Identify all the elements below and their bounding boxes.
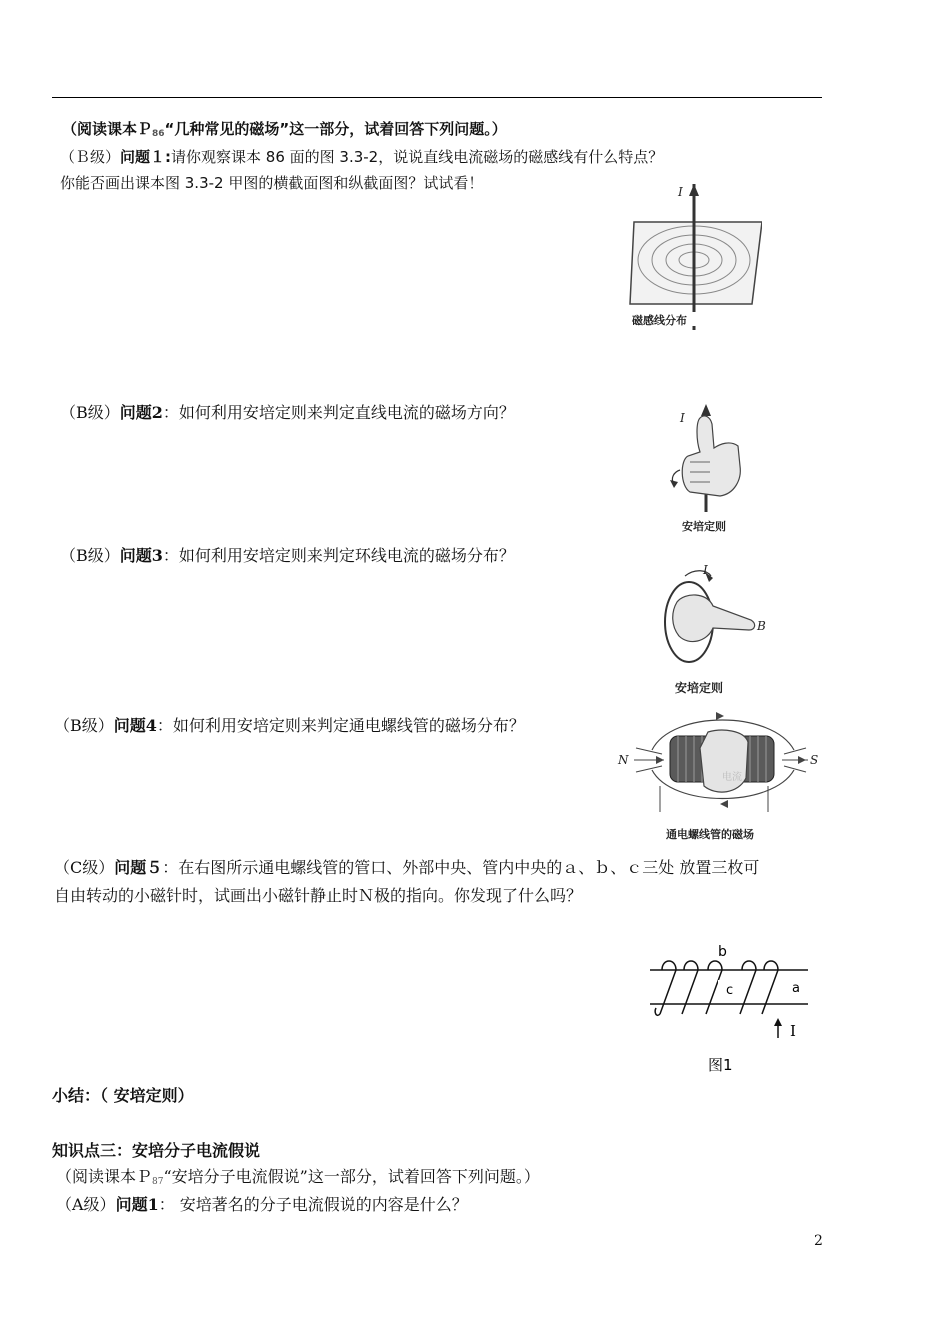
intro-post: “几种常见的磁场”这一部分，试着回答下列问题。） — [164, 120, 507, 138]
q1-line2: 你能否画出课本图 3.3-2 甲图的横截面图和纵截面图？试试看！ — [60, 174, 484, 192]
fig3-current-label: I — [703, 563, 708, 577]
fig5-label-a: a — [792, 981, 800, 996]
fig2-caption: 安培定则 — [682, 520, 726, 533]
intro-pre: （阅读课本Ｐ — [62, 120, 153, 138]
q1-text: 请你观察课本 86 面的图 3.3-2，说说直线电流磁场的磁感线有什么特点？ — [171, 148, 664, 166]
intro-line — [62, 118, 507, 145]
question-4 — [54, 715, 525, 737]
q5-level: （C级） — [54, 858, 115, 877]
q2-text: ：如何利用安培定则来判定直线电流的磁场方向？ — [162, 403, 515, 422]
q6-label: 问题1 — [115, 1195, 159, 1214]
q5-text: ：在右图所示通电螺线管的管口、外部中央、管内中央的ａ、ｂ、ｃ三处 放置三枚可 — [162, 858, 760, 877]
q4-label: 问题4 — [113, 716, 157, 735]
question-6 — [56, 1194, 468, 1216]
fig3-caption: 安培定则 — [675, 681, 724, 695]
fig5-caption: 图1 — [708, 1056, 733, 1074]
fig4-north-label: N — [618, 753, 629, 767]
q3-text: ：如何利用安培定则来判定环线电流的磁场分布？ — [162, 546, 515, 565]
q3-label: 问题3 — [119, 546, 163, 565]
fig5-current-label: I — [790, 1022, 796, 1040]
q2-label: 问题2 — [119, 403, 163, 422]
fig4-caption: 通电螺线管的磁场 — [666, 828, 754, 841]
section-3-page-ref: 87 — [152, 1177, 164, 1187]
intro-page-ref: 86 — [152, 129, 165, 139]
summary: 小结：（ 安培定则） — [52, 1086, 194, 1105]
fig3-field-label: B — [757, 619, 766, 633]
figure-right-hand-rule — [660, 400, 750, 536]
question-3 — [60, 545, 515, 567]
figure-solenoid-field — [612, 708, 824, 846]
q1-label: 问题１: — [120, 148, 172, 166]
fig4-current-text: 电流 — [722, 772, 742, 783]
q5-line2: 自由转动的小磁针时，试画出小磁针静止时Ｎ极的指向。你发现了什么吗？ — [54, 886, 583, 905]
section-3-intro-pre: （阅读课本Ｐ — [56, 1167, 153, 1186]
fig1-caption: 磁感线分布 — [632, 314, 687, 327]
fig1-axis-label: I — [678, 185, 683, 199]
fig5-label-c: c — [726, 983, 734, 998]
fig2-axis-label: I — [680, 411, 685, 425]
q3-level: （B级） — [60, 546, 120, 565]
section-3-title: 知识点三：安培分子电流假说 — [52, 1141, 261, 1160]
q2-level: （B级） — [60, 403, 120, 422]
q4-level: （B级） — [54, 716, 114, 735]
q4-text: ：如何利用安培定则来判定通电螺线管的磁场分布？ — [156, 716, 525, 735]
page-number: 2 — [814, 1233, 823, 1249]
fig4-south-label: S — [810, 753, 819, 767]
q5-label: 问题５ — [114, 858, 163, 877]
figure-solenoid-diagram — [646, 938, 812, 1076]
figure-loop-current — [655, 562, 775, 700]
header-rule — [52, 97, 822, 98]
question-2 — [60, 402, 515, 424]
fig5-label-b: b — [718, 944, 727, 960]
question-1 — [60, 146, 663, 168]
q1-level: （Ｂ级） — [60, 148, 121, 166]
figure-straight-current-field — [622, 182, 762, 332]
question-5 — [54, 857, 759, 879]
q6-level: （A级） — [56, 1195, 116, 1214]
section-3-intro — [56, 1166, 540, 1193]
q6-text: ： 安培著名的分子电流假说的内容是什么？ — [158, 1195, 468, 1214]
section-3-intro-post: “安培分子电流假说”这一部分，试着回答下列问题。） — [163, 1167, 540, 1186]
